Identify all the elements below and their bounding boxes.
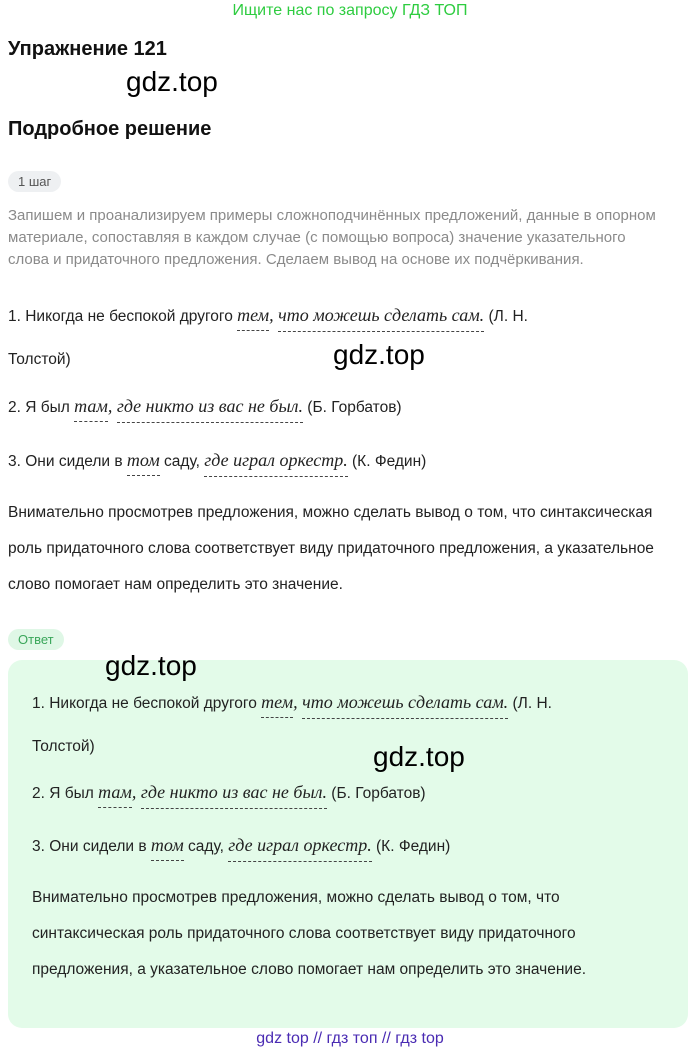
subordinate-clause: что можешь сделать сам. (302, 692, 509, 712)
subordinate-clause: где никто из вас не был. (116, 396, 303, 416)
watermark: gdz.top (333, 339, 425, 370)
conclusion-text: Внимательно просмотрев предложения, можно сделать вывод о том, что синтаксическая роль придаточного слова соответствует виду придаточного предложения, а указательное слово помогает нам определить это значение. (8, 504, 654, 593)
solution-title: Подробное решение (8, 118, 212, 140)
step-badge: 1 шаг (8, 171, 61, 192)
example-1-prefix: 1. Никогда не беспокой другого (32, 695, 262, 712)
watermark: gdz.top (373, 741, 465, 772)
intro-text: Запишем и проанализируем примеры сложноподчинённых предложений, данные в опорном материале, сопоставляя в каждом случае (с помощью вопроса) значение указательного слова и придаточного предложения. Сделаем вывод на основе их подчёркивания. (8, 207, 656, 268)
subordinate-clause: что можешь сделать сам. (278, 305, 485, 325)
answer-conclusion-text: Внимательно просмотрев предложения, можно сделать вывод о том, что синтаксическая роль придаточного слова соответствует виду придаточного предложения, а указательное слово помогает нам определить это значение. (32, 889, 587, 978)
demonstrative-word: там (74, 396, 108, 416)
example-1-prefix: 1. Никогда не беспокой другого (8, 308, 238, 325)
example-2-source: (Б. Горбатов) (303, 399, 402, 416)
top-banner[interactable]: Ищите нас по запросу ГДЗ ТОП (232, 2, 468, 19)
answer-example-1-source-cont: Толстой) (32, 738, 95, 755)
subordinate-clause: где играл оркестр. (228, 835, 372, 855)
example-1 (8, 305, 528, 326)
example-2-prefix: 2. Я был (32, 785, 99, 802)
example-1-source: (Л. Н. (484, 308, 528, 325)
comma: , (107, 396, 117, 416)
example-3-prefix: 3. Они сидели в (32, 838, 151, 855)
subordinate-clause: где никто из вас не был. (140, 782, 327, 802)
comma: , (293, 692, 303, 712)
example-1-source-cont: Толстой) (8, 351, 71, 368)
example-3-mid: саду, (159, 453, 205, 470)
demonstrative-word: там (98, 782, 132, 802)
answer-example-1 (32, 692, 552, 713)
answer-badge: Ответ (8, 629, 64, 650)
watermark: gdz.top (105, 650, 197, 681)
watermark: gdz.top (126, 66, 218, 97)
demonstrative-word: тем (237, 305, 270, 325)
comma: , (269, 305, 279, 325)
exercise-title: Упражнение 121 (8, 38, 167, 60)
comma: , (131, 782, 141, 802)
example-2-source: (Б. Горбатов) (327, 785, 426, 802)
demonstrative-word: том (126, 450, 160, 470)
demonstrative-word: том (150, 835, 184, 855)
example-3-source: (К. Федин) (347, 453, 427, 470)
example-3-prefix: 3. Они сидели в (8, 453, 127, 470)
example-1-source: (Л. Н. (508, 695, 552, 712)
demonstrative-word: тем (261, 692, 294, 712)
subordinate-clause: где играл оркестр. (204, 450, 348, 470)
example-2-prefix: 2. Я был (8, 399, 75, 416)
footer-links[interactable]: gdz top // гдз топ // гдз top (256, 1030, 444, 1047)
example-3-source: (К. Федин) (371, 838, 451, 855)
example-2 (8, 396, 402, 417)
answer-example-2 (32, 782, 426, 803)
example-3 (8, 450, 426, 471)
answer-example-3 (32, 835, 450, 856)
example-3-mid: саду, (183, 838, 229, 855)
